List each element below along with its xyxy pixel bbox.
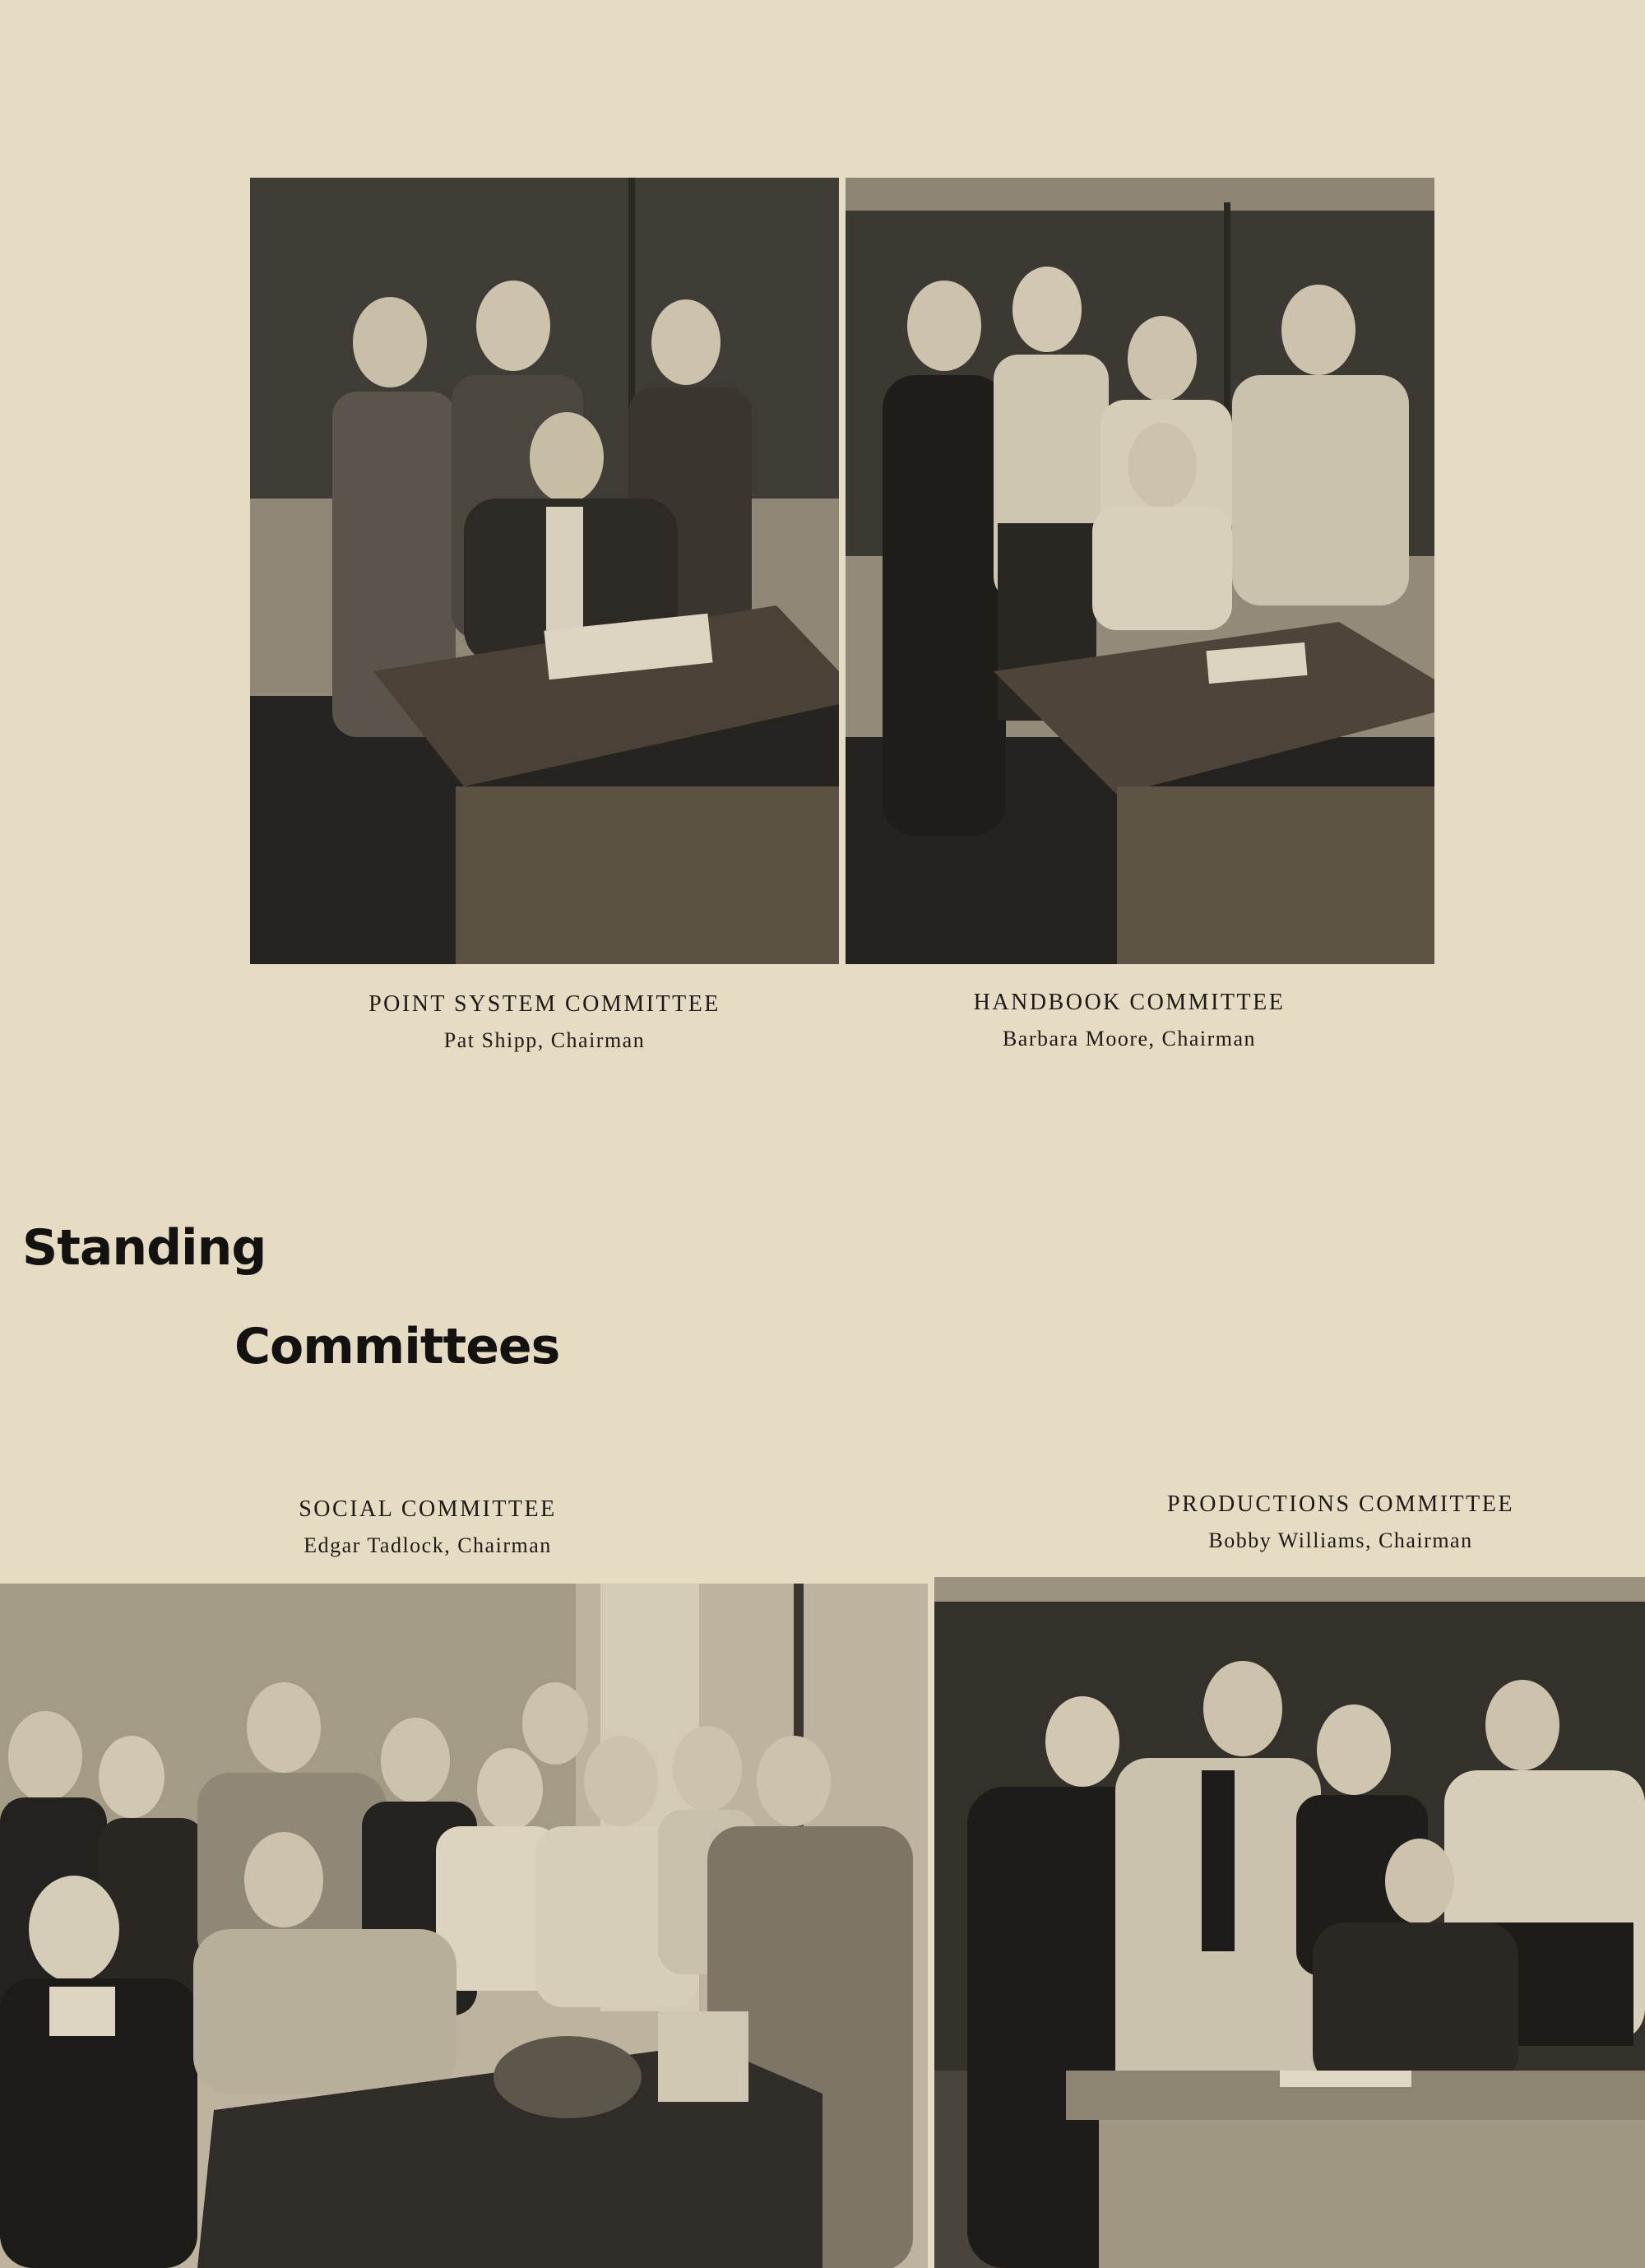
photo-point-system-committee: [250, 178, 839, 964]
committee-title: PRODUCTIONS COMMITTEE: [1167, 1491, 1514, 1517]
photo-social-committee: [0, 1584, 928, 2268]
committee-chairman: Barbara Moore, Chairman: [1002, 1027, 1257, 1051]
section-heading-line1: Standing: [22, 1219, 266, 1277]
committee-chairman: Edgar Tadlock, Chairman: [304, 1533, 552, 1557]
photo-handbook-committee: [846, 178, 1434, 964]
committee-chairman: Bobby Williams, Chairman: [1208, 1528, 1473, 1552]
committee-title: SOCIAL COMMITTEE: [299, 1496, 557, 1522]
committee-title: POINT SYSTEM COMMITTEE: [368, 991, 721, 1017]
caption-point-system-committee: [250, 990, 839, 1057]
committee-chairman: Pat Shipp, Chairman: [443, 1028, 646, 1052]
caption-productions-committee: [1135, 1490, 1546, 1557]
caption-social-committee: [247, 1495, 609, 1562]
caption-handbook-committee: [846, 988, 1413, 1055]
committee-title: HANDBOOK COMMITTEE: [973, 990, 1286, 1015]
section-heading-line2: Committees: [234, 1318, 560, 1375]
photo-productions-committee: [934, 1577, 1645, 2268]
